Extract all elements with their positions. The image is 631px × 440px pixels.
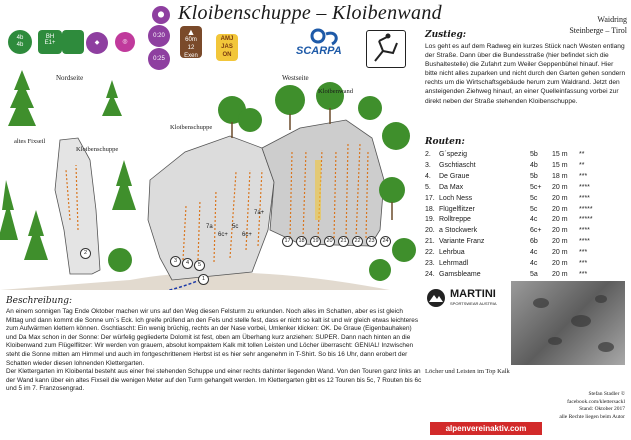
route-number: 23. <box>425 260 435 268</box>
route-number: 20. <box>425 227 435 235</box>
route-marker: 3 <box>170 256 181 267</box>
region-label <box>569 14 627 36</box>
route-marker: 23 <box>366 236 377 247</box>
route-row <box>425 150 609 161</box>
route-name: Gschtiascht <box>439 161 476 169</box>
route-name: Variante Franz <box>439 238 485 246</box>
routes-table <box>425 150 609 281</box>
route-grade: 4c <box>530 249 538 257</box>
route-grade-label: 6c+ <box>242 232 252 238</box>
route-row <box>425 226 609 237</box>
route-row <box>425 237 609 248</box>
season-line-2: JAS <box>221 44 233 50</box>
route-stars: ***** <box>579 205 593 213</box>
route-name: Loch Ness <box>439 194 473 202</box>
label-altes-fixseil: altes Fixseil <box>14 138 46 145</box>
route-length: 20 m <box>552 194 568 202</box>
difficulty-badge-bottom: 4b <box>16 42 24 48</box>
route-name: Lehrbua <box>439 249 465 257</box>
length-badge <box>180 26 202 58</box>
route-name: De Graue <box>439 172 470 180</box>
route-stars: ** <box>579 161 585 169</box>
mountain-icon <box>426 288 446 308</box>
route-row <box>425 172 609 183</box>
route-grade-label: 7a <box>206 224 213 230</box>
credit-facebook: facebook.com/klettersackl <box>567 398 625 405</box>
route-length: 20 m <box>552 216 568 224</box>
label-kloibenschuppe-north: Kloibenschuppe <box>76 146 119 153</box>
route-marker: 17 <box>282 236 293 247</box>
route-name: Flügelflitzer <box>439 205 475 213</box>
credit-date: Stand: Oktober 2017 <box>579 406 625 413</box>
route-row <box>425 205 609 216</box>
route-number: 3. <box>425 161 431 169</box>
route-number: 21. <box>425 238 435 246</box>
route-number: 18. <box>425 205 435 213</box>
route-grade: 5b <box>530 151 538 158</box>
route-stars: **** <box>579 183 590 191</box>
route-number: 19. <box>425 216 435 224</box>
route-row <box>425 183 609 194</box>
route-grade: 5c <box>530 205 538 213</box>
approach-icon: ⬤ <box>152 6 170 24</box>
beschreibung-paragraph-1: An einem sonnigen Tag Ende Oktober machen wir uns auf den Weg diesen Felsturm zu erkunden. Noch alles im Schatten, aber es ist gleich Mittag und dann kommt die Sonne um´s Eck. Ich greife prüfend an den Fels und stelle fest, dass er nicht so kalt ist und wir gleich etwas leichteres zum Aufwärmen klettern können. Gschtiascht: Ein wenig brüchig, rechts an der Nase vorbei, Umlenker klicken: OK. De Graue (Eigenbauhaken) und Da Max schon in der Sonne: Der würfelig gegliederte Dolomit ist fest, oben am Überhang kurz anziehen: SUPER. Dann nach hinten an die Kloibenwand zum Flügelflitzer: Wir werden von grauem, absolut kompaktem Kalk mit tollen Leisten und Löcher überrascht: GENIAL! Inzwischen steht die Sonne mitten am Himmel und auch im fortgeschrittenem Herbst ist es hier sehr angenehm in T-Shirt. So bis 16 Uhr, dann erobert der Schatten wieder diesen lohnenden Klettergarten. <box>6 308 419 367</box>
route-name: G´spezig <box>439 151 468 158</box>
route-stars: **** <box>579 227 590 235</box>
route-grade: 6b <box>530 238 538 246</box>
scarpa-text: SCARPA <box>296 45 342 57</box>
route-length: 20 m <box>552 260 568 268</box>
zustieg-text: Los geht es auf dem Radweg ein kurzes Stück nach Westen entlang der Straße. Dann über die Bundesstraße (hier befindet sich die Bushaltestelle) die Zufahrt zum Weiler Geppenbühel hinauf. Hier bitte nicht alles zuparken und nicht durch den Garten gehen sondern rechts um die Wirtschaftsgebäude herum zum Waldrand. Jetzt den ansteigenden Ziehweg hinauf, an einer Quelleinfassung vorbei zur direkt neben der Straße stehenden Kloibenschuppe. <box>425 43 626 105</box>
route-grade-label: 5c <box>232 224 239 230</box>
route-length: 20 m <box>552 183 568 191</box>
hut-badge-top: BH <box>45 34 55 40</box>
time-top-text: 0:20 <box>153 32 165 39</box>
page-title: Kloibenschuppe – Kloibenwand <box>178 2 442 24</box>
route-length: 20 m <box>552 249 568 257</box>
hut-badge <box>38 30 62 54</box>
rock-texture-icon <box>511 281 625 365</box>
alpenverein-aktiv-banner[interactable]: alpenvereinaktiv.com <box>430 422 542 435</box>
credit-rights: alle Rechte liegen beim Autor <box>559 413 625 420</box>
beschreibung-heading: Beschreibung: <box>6 296 73 306</box>
route-marker: 2 <box>80 248 91 259</box>
length-badge-bottom: 12 Exen <box>184 45 198 59</box>
difficulty-badge-top: 4b <box>16 35 24 41</box>
credits <box>559 391 625 421</box>
time-bottom-text: 0:25 <box>153 55 165 62</box>
route-row <box>425 215 609 226</box>
rock-type-icon: ◆ <box>86 32 108 54</box>
route-number: 5. <box>425 183 431 191</box>
route-row <box>425 194 609 205</box>
route-stars: *** <box>579 260 588 268</box>
route-marker: 20 <box>324 236 335 247</box>
route-stars: *** <box>579 172 588 180</box>
credit-author: Stefan Stadler © <box>588 391 625 397</box>
route-grade: 4c <box>530 260 538 268</box>
route-row <box>425 248 609 259</box>
martini-logo <box>426 286 506 312</box>
route-marker: 24 <box>380 236 391 247</box>
route-stars: ***** <box>579 216 593 224</box>
martini-text: MARTINI <box>450 288 496 300</box>
route-stars: ** <box>579 151 585 158</box>
label-westseite: Westseite <box>282 74 309 82</box>
label-nordseite: Nordseite <box>56 74 84 82</box>
route-marker: 18 <box>296 236 307 247</box>
route-row <box>425 161 609 172</box>
season-badge <box>216 34 238 61</box>
route-grade-label: 7a+ <box>254 210 265 216</box>
hut-badge-2 <box>62 30 84 54</box>
route-row <box>425 270 609 281</box>
route-length: 20 m <box>552 238 568 246</box>
route-grade: 4c <box>530 216 538 224</box>
route-length: 20 m <box>552 227 568 235</box>
zustieg-heading: Zustieg: <box>425 30 467 40</box>
route-name: Lehrmadl <box>439 260 469 268</box>
route-marker: 19 <box>310 236 321 247</box>
route-stars: **** <box>579 194 590 202</box>
route-marker: 22 <box>352 236 363 247</box>
route-stars: *** <box>579 249 588 257</box>
route-grade: 5b <box>530 172 538 180</box>
route-number: 22. <box>425 249 435 257</box>
route-marker: 21 <box>338 236 349 247</box>
routen-heading: Routen: <box>425 137 465 147</box>
route-marker: 5 <box>194 260 205 271</box>
exposure-icon: ◎ <box>115 32 135 52</box>
route-number: 2. <box>425 151 431 158</box>
length-badge-top: 60m <box>185 37 197 43</box>
route-number: 24. <box>425 270 435 278</box>
route-length: 20 m <box>552 205 568 213</box>
route-marker: 1 <box>198 274 209 285</box>
kloibenwand-rock <box>262 120 384 246</box>
difficulty-badge <box>8 30 32 54</box>
beschreibung-text <box>6 308 422 394</box>
time-top-badge <box>148 25 170 47</box>
route-marker: 4 <box>182 258 193 269</box>
route-name: a Stockwerk <box>439 227 478 235</box>
route-row <box>425 259 609 270</box>
route-length: 15 m <box>552 151 568 158</box>
kloibenschuppe-rock <box>148 136 274 280</box>
season-line-3: ON <box>222 52 232 58</box>
route-number: 17. <box>425 194 435 202</box>
label-kloibenwand: Kloibenwand <box>318 88 354 95</box>
route-length: 20 m <box>552 270 568 278</box>
season-line-1: AMJ <box>220 36 234 42</box>
route-grade: 6c+ <box>530 227 542 235</box>
region-line-2: Steinberge – Tirol <box>569 26 627 35</box>
topo-drawing <box>0 60 420 290</box>
rock-photo <box>511 281 625 365</box>
scarpa-logo <box>296 28 356 56</box>
route-stars: *** <box>579 270 588 278</box>
rope-icon: ▲ <box>186 27 196 37</box>
route-name: Rolltreppe <box>439 216 471 224</box>
route-name: Da Max <box>439 183 464 191</box>
route-number: 4. <box>425 172 431 180</box>
martini-subtext: SPORTSWEAR AUSTRIA <box>450 301 497 306</box>
route-grade: 5a <box>530 270 538 278</box>
hut-badge-bottom: E1+ <box>44 40 56 46</box>
route-length: 15 m <box>552 161 568 169</box>
route-grade: 4b <box>530 161 538 169</box>
beschreibung-paragraph-2: Der Klettergarten im Kloibental besteht aus einer frei stehenden Schuppe und einer rechts dahinter liegenden Wand. Von den Touren ganz links an der Wand kann über ein altes Fixseil die wenigen Meter auf den Turm gehangelt werden. Im Klettergarten gibt es 12 Touren bis 5c, 7 Routen bis 6c und 5 im 7. Franzosengrad. <box>6 368 422 393</box>
label-kloibenschuppe-west: Kloibenschuppe <box>170 124 213 131</box>
route-name: Gamsbleame <box>439 270 481 278</box>
photo-caption: Löcher und Leisten im Top Kalk <box>425 368 510 375</box>
route-stars: **** <box>579 238 590 246</box>
route-length: 18 m <box>552 172 568 180</box>
route-grade: 5c+ <box>530 183 542 191</box>
region-line-1: Waidring <box>597 15 627 24</box>
route-grade: 5c <box>530 194 538 202</box>
route-grade-label: 6c+ <box>218 232 228 238</box>
